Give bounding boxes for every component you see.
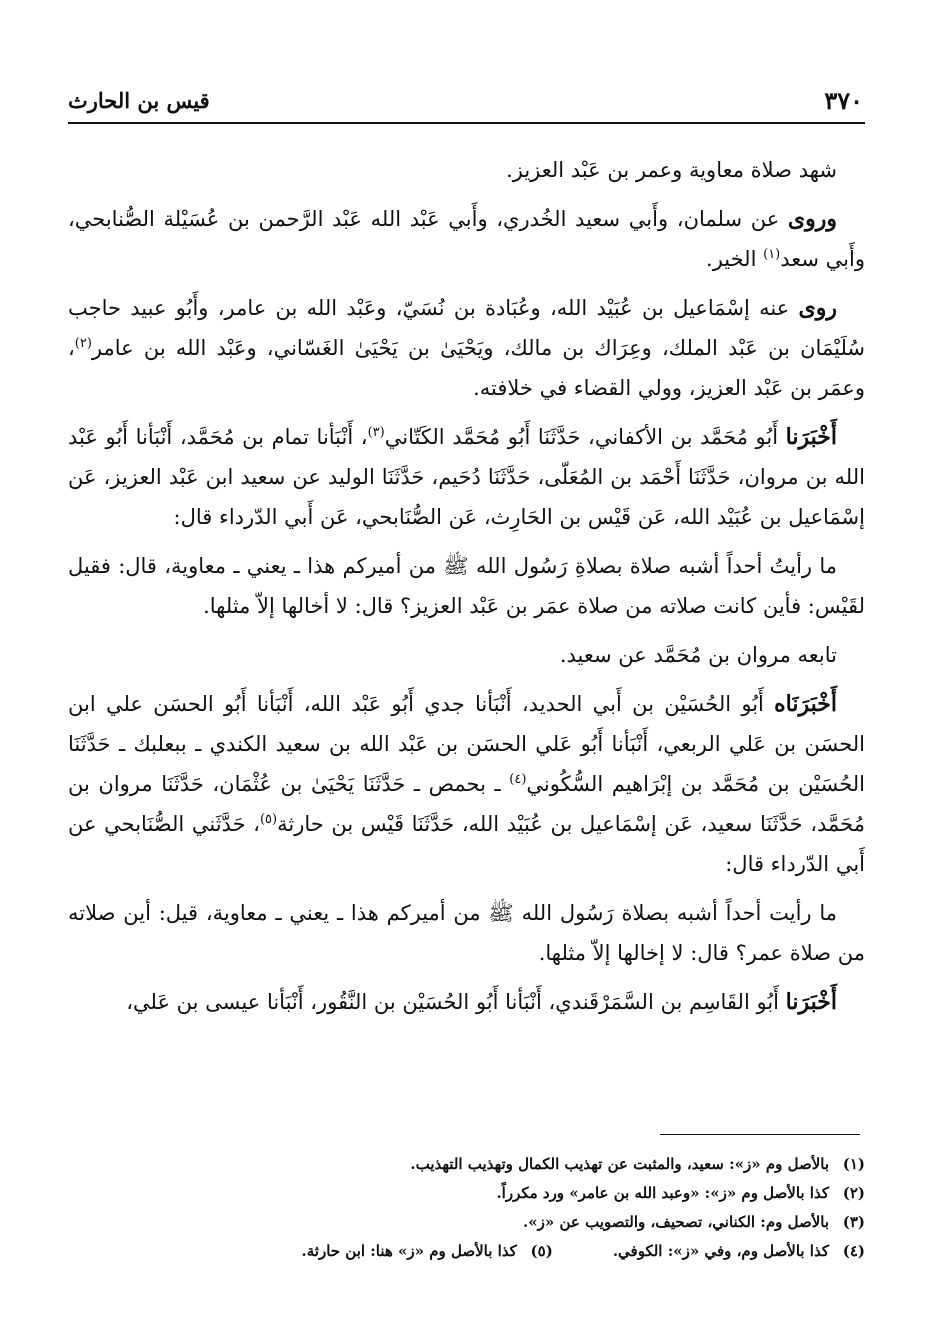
footnote-text: كذا بالأصل وم «ز»: «وعبد الله بن عامر» ورد مكرراً. bbox=[496, 1184, 829, 1202]
footnote-ref-5: (٥) bbox=[259, 812, 278, 827]
footnote-rule bbox=[660, 1134, 860, 1135]
paragraph-mid: ـ بحمص ـ حَدَّثَنَا يَحْيَىٰ بن عُثْمَان، حَدَّثَنَا مروان بن مُحَمَّد، حَدَّثَنَا سعيد، عَن إسْمَاعيل بن عُبَيْد الله، حَدَّثَنَا قَيْس بن حارثة bbox=[68, 772, 865, 836]
running-title: قيس بن الحارث bbox=[68, 87, 210, 113]
paragraph-text: عنه إسْمَاعيل بن عُبَيْد الله، وعُبَادة بن نُسَيّ، وعَبْد الله بن عامر، وأَبُو عبيد حاجب سُلَيْمَان بن عَبْد الملك، وعِرَاك بن مالك، ويَحْيَىٰ بن يَحْيَىٰ الغَسّاني، وعَبْد الله بن عامر bbox=[68, 296, 865, 360]
footnote-text: كذا بالأصل وم، وفي «ز»: الكوفي. bbox=[612, 1242, 829, 1260]
paragraph-tail: الخير. bbox=[706, 247, 764, 271]
paragraph-tail: ، وعمَر بن عَبْد العزيز، وولي القضاء في خلافته. bbox=[68, 336, 865, 400]
footnote-number: (١) bbox=[842, 1155, 865, 1173]
footnote-ref-2: (٢) bbox=[74, 336, 92, 351]
footnote-4 bbox=[613, 1237, 865, 1266]
paragraph-7 bbox=[68, 684, 865, 884]
footnote-text: بالأصل وم: الكناني، تصحيف، والتصويب عن «ز». bbox=[523, 1213, 829, 1231]
footnote-2 bbox=[68, 1179, 865, 1208]
footnote-number: (٥) bbox=[530, 1242, 553, 1260]
paragraph-4 bbox=[68, 417, 865, 537]
page-number: ٣٧٠ bbox=[824, 85, 863, 115]
paragraph-6: تابعه مروان بن مُحَمَّد عن سعيد. bbox=[559, 643, 837, 667]
paragraph-lead: روى bbox=[798, 295, 837, 321]
footnote-text: كذا بالأصل وم «ز» هنا: ابن حارثة. bbox=[301, 1242, 517, 1260]
footnotes bbox=[68, 1150, 865, 1266]
footnote-text: بالأصل وم «ز»: سعيد، والمثبت عن تهذيب الكمال وتهذيب التهذيب. bbox=[410, 1155, 829, 1173]
paragraph-lead: وروى bbox=[787, 206, 837, 232]
footnote-number: (٢) bbox=[842, 1184, 865, 1202]
footnote-ref-1: (١) bbox=[763, 247, 781, 262]
footnote-ref-4: (٤) bbox=[509, 772, 527, 787]
footnote-ref-3: (٣) bbox=[367, 425, 385, 440]
paragraph-lead: أَخْبَرَنا bbox=[785, 989, 837, 1015]
paragraph-text: أَبُو الحُسَيْن بن أَبي الحديد، أَنْبَأنا جدي أَبُو عَبْد الله، أَنْبَأنا أَبُو الحسَن علي ابن الحسَن بن عَلي الربعي، أَنْبَأنا أَبُو عَلي الحسَن بن عَبْد الله بن سعيد الكندي ـ ببعلبك ـ حَدَّثَنَا الحُسَيْن بن مُحَمَّد بن إبْرَاهيم السُّكُوني bbox=[68, 692, 865, 796]
main-text bbox=[68, 150, 865, 1031]
paragraph-5-hadith: ما رأيتُ أحداً أشبه صلاة بصلاةِ رَسُول الله ﷺ من أميركم هذا ـ يعني ـ معاوية، قال: فقيل لقَيْس: فأين كانت صلاته من صلاة عمَر بن عَبْد العزيز؟ قال: لا أخالها إلاّ مثلها. bbox=[68, 554, 865, 618]
page-header bbox=[68, 80, 863, 120]
footnote-number: (٣) bbox=[842, 1213, 865, 1231]
footnote-1 bbox=[68, 1150, 865, 1179]
paragraph-text: عن سلمان، وأَبي سعيد الخُدري، وأَبي عَبْد الله عَبْد الرَّحمن بن عُسَيْلة الصُّنابحي، وأَبي سعد bbox=[68, 207, 865, 271]
footnote-row-4-5 bbox=[68, 1237, 865, 1266]
paragraph-lead: أَخْبَرَنَاه bbox=[774, 691, 837, 717]
paragraph-text: أَبُو مُحَمَّد بن الأكفاني، حَدَّثَنَا أَبُو مُحَمَّد الكَتّاني bbox=[384, 425, 786, 449]
paragraph-2 bbox=[68, 199, 865, 279]
paragraph-tail: ، أَنْبَأنا تمام بن مُحَمَّد، أَنْبَأنا أَبُو عَبْد الله بن مروان، حَدَّثَنَا أَحْمَد بن المُعَلّى، حَدَّثَنَا دُحَيم، حَدَّثَنَا الوليد عن سعيد ابن عَبْد العزيز، عَن إسْمَاعيل بن عُبَيْد الله، عَن قَيْس بن الحَارِث، عَن الصُّنَابحي، عَن أَبي الدّرداء قال: bbox=[68, 425, 865, 529]
footnote-5 bbox=[302, 1237, 553, 1266]
paragraph-lead: أَخْبَرَنا bbox=[785, 424, 837, 450]
footnote-number: (٤) bbox=[842, 1242, 865, 1260]
paragraph-8-hadith: ما رأيت أحداً أشبه بصلاة رَسُول الله ﷺ من أميركم هذا ـ يعني ـ معاوية، قيل: أين صلاته من صلاة عمر؟ قال: لا إخالها إلاّ مثلها. bbox=[68, 901, 865, 965]
paragraph-text: أَبُو القَاسِم بن السَّمَرْقَندي، أَنْبَأنا أَبُو الحُسَيْن بن النَّقُور، أَنْبَأنا عيسى بن عَلي، bbox=[126, 990, 786, 1014]
paragraph-tail: ، حَدَّثَني الصُّنَابحي عن أَبي الدّرداء قال: bbox=[68, 812, 865, 876]
paragraph-1: شهد صلاة معاوية وعمر بن عَبْد العزيز. bbox=[506, 158, 837, 182]
footnote-3 bbox=[68, 1208, 865, 1237]
paragraph-3 bbox=[68, 288, 865, 408]
header-rule bbox=[68, 122, 865, 124]
paragraph-9 bbox=[68, 982, 865, 1022]
